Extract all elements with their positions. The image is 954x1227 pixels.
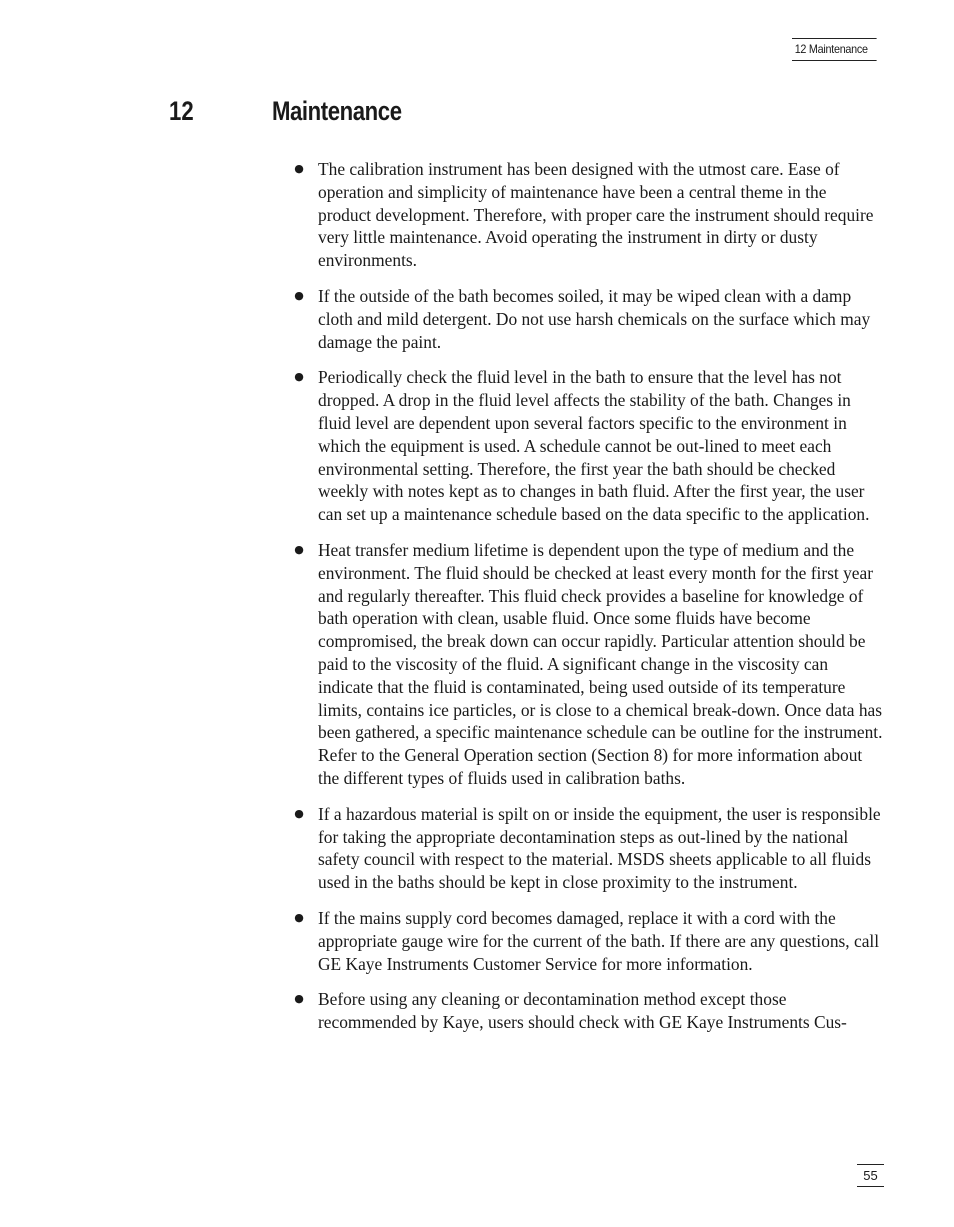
bullet-text: The calibration instrument has been designed with the utmost care. Ease of operation and simplicity of maintenance have been a central theme in the product development. Therefore, with proper care the instrument should require very little maintenance. Avoid operating the instrument in dirty or dusty environments. bbox=[318, 159, 874, 271]
chapter-title: Maintenance bbox=[272, 96, 402, 126]
bullet-item-supply-cord bbox=[291, 907, 883, 975]
bullet-text: Heat transfer medium lifetime is dependent upon the type of medium and the environment. The fluid should be checked at least every month for the first year and regularly thereafter. This fluid check provides a baseline for knowledge of bath operation with clean, usable fluid. Once some fluids have become compromised, the break down can occur rapidly. Particular attention should be paid to the viscosity of the fluid. A significant change in the viscosity can indicate that the fluid is contaminated, being used outside of its temperature limits, contains ice particles, or is close to a chemical break-down. Once data has been gathered, a specific maintenance schedule can be outline for the instrument. Refer to the General Operation section (Section 8) for more information about the different types of fluids used in calibration baths. bbox=[318, 539, 883, 788]
bullet-item-cleanliness bbox=[291, 158, 883, 272]
bullet-icon: ● bbox=[294, 910, 304, 924]
page-number: 55 bbox=[857, 1164, 884, 1187]
bullet-text: If a hazardous material is spilt on or inside the equipment, the user is responsible for taking the appropriate decontamination steps as out-lined by the national safety council with respect to the material. MSDS sheets applicable to all fluids used in the baths should be kept in close proximity to the instrument. bbox=[318, 803, 881, 893]
bullet-item-hazardous-material bbox=[291, 803, 883, 894]
bullet-icon: ● bbox=[294, 162, 304, 175]
bullet-icon: ● bbox=[294, 288, 304, 302]
bullet-item-exterior-cleaning bbox=[291, 285, 883, 353]
bullet-icon: ● bbox=[294, 806, 304, 820]
chapter-number: 12 bbox=[169, 96, 194, 126]
bullet-text: Before using any cleaning or decontamination method except those recommended by Kaye, users should check with GE Kaye Instruments Cus- bbox=[318, 989, 847, 1033]
maintenance-bullet-list bbox=[291, 158, 883, 1047]
bullet-icon: ● bbox=[294, 542, 304, 556]
bullet-icon: ● bbox=[294, 370, 304, 384]
bullet-text: If the outside of the bath becomes soiled, it may be wiped clean with a damp cloth and mild detergent. Do not use harsh chemicals on the surface which may damage the paint. bbox=[318, 285, 871, 352]
bullet-item-fluid-level bbox=[291, 366, 883, 526]
bullet-text: Periodically check the fluid level in the bath to ensure that the level has not dropped. A drop in the fluid level affects the stability of the bath. Changes in fluid level are dependent upon several factors specific to the environment in which the equipment is used. A schedule cannot be out-lined to meet each environmental setting. Therefore, the first year the bath should be checked weekly with notes kept as to changes in bath fluid. After the first year, the user can set up a maintenance schedule based on the data specific to the application. bbox=[318, 367, 870, 525]
running-header: 12 Maintenance bbox=[792, 38, 877, 61]
bullet-text: If the mains supply cord becomes damaged, replace it with a cord with the appropriate gauge wire for the current of the bath. If there are any questions, call GE Kaye Instruments Customer Service for more information. bbox=[318, 907, 880, 974]
bullet-icon: ● bbox=[294, 992, 304, 1006]
bullet-item-decontamination bbox=[291, 988, 883, 1034]
bullet-item-medium-lifetime bbox=[291, 539, 883, 790]
